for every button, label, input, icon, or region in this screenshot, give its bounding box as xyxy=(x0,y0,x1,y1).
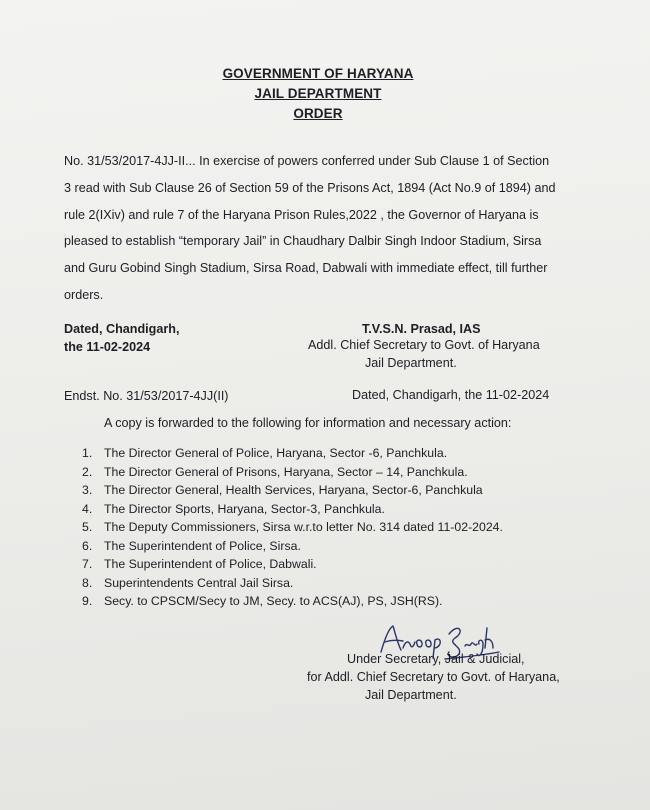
order-line: pleased to establish “temporary Jail” in Chaudhary Dalbir Singh Indoor Stadium, Sirsa xyxy=(64,234,542,249)
order-line: and Guru Gobind Singh Stadium, Sirsa Road, Dabwali with immediate effect, till further xyxy=(64,261,548,276)
footer-designation: Under Secretary, Jail & Judicial, xyxy=(347,652,525,666)
dated-place: Dated, Chandigarh, xyxy=(64,322,180,336)
signatory-designation: Addl. Chief Secretary to Govt. of Haryana xyxy=(308,338,540,352)
header-government: GOVERNMENT OF HARYANA xyxy=(222,66,414,81)
list-item: 7. The Superintendent of Police, Dabwali. xyxy=(82,557,317,571)
order-line: orders. xyxy=(64,287,104,302)
list-item: 6. The Superintendent of Police, Sirsa. xyxy=(82,538,301,553)
endorsement-intro: A copy is forwarded to the following for information and necessary action: xyxy=(104,416,512,430)
list-item: 4. The Director Sports, Haryana, Sector-3, Panchkula. xyxy=(82,501,385,516)
endorsement-number: Endst. No. 31/53/2017-4JJ(II) xyxy=(64,389,229,403)
footer-department: Jail Department. xyxy=(365,688,457,702)
header-department: JAIL DEPARTMENT xyxy=(254,86,382,101)
list-item: 1. The Director General of Police, Haryana, Sector -6, Panchkula. xyxy=(82,446,448,460)
list-item: 3. The Director General, Health Services, Haryana, Sector-6, Panchkula xyxy=(82,483,483,497)
order-line: rule 2(IXiv) and rule 7 of the Haryana Prison Rules,2022 , the Governor of Haryana is xyxy=(64,207,539,222)
list-item: 5. The Deputy Commissioners, Sirsa w.r.to letter No. 314 dated 11-02-2024. xyxy=(82,520,503,534)
list-item: 9. Secy. to CPSCM/Secy to JM, Secy. to ACS(AJ), PS, JSH(RS). xyxy=(82,594,443,608)
signatory-department: Jail Department. xyxy=(365,356,457,370)
list-item: 2. The Director General of Prisons, Haryana, Sector – 14, Panchkula. xyxy=(82,464,468,479)
order-line: 3 read with Sub Clause 26 of Section 59 of the Prisons Act, 1894 (Act No.9 of 1894) and xyxy=(64,180,556,195)
recipient-list xyxy=(82,446,503,613)
endorsement-date: Dated, Chandigarh, the 11-02-2024 xyxy=(352,388,550,402)
dated-date: the 11-02-2024 xyxy=(64,340,151,354)
footer-for-line: for Addl. Chief Secretary to Govt. of Haryana, xyxy=(307,670,560,684)
header-order: ORDER xyxy=(293,106,343,121)
list-item: 8. Superintendents Central Jail Sirsa. xyxy=(82,575,294,590)
order-paragraph xyxy=(64,148,584,309)
signatory-name: T.V.S.N. Prasad, IAS xyxy=(362,322,481,336)
order-line: No. 31/53/2017-4JJ-II... In exercise of powers conferred under Sub Clause 1 of Section xyxy=(64,154,550,168)
